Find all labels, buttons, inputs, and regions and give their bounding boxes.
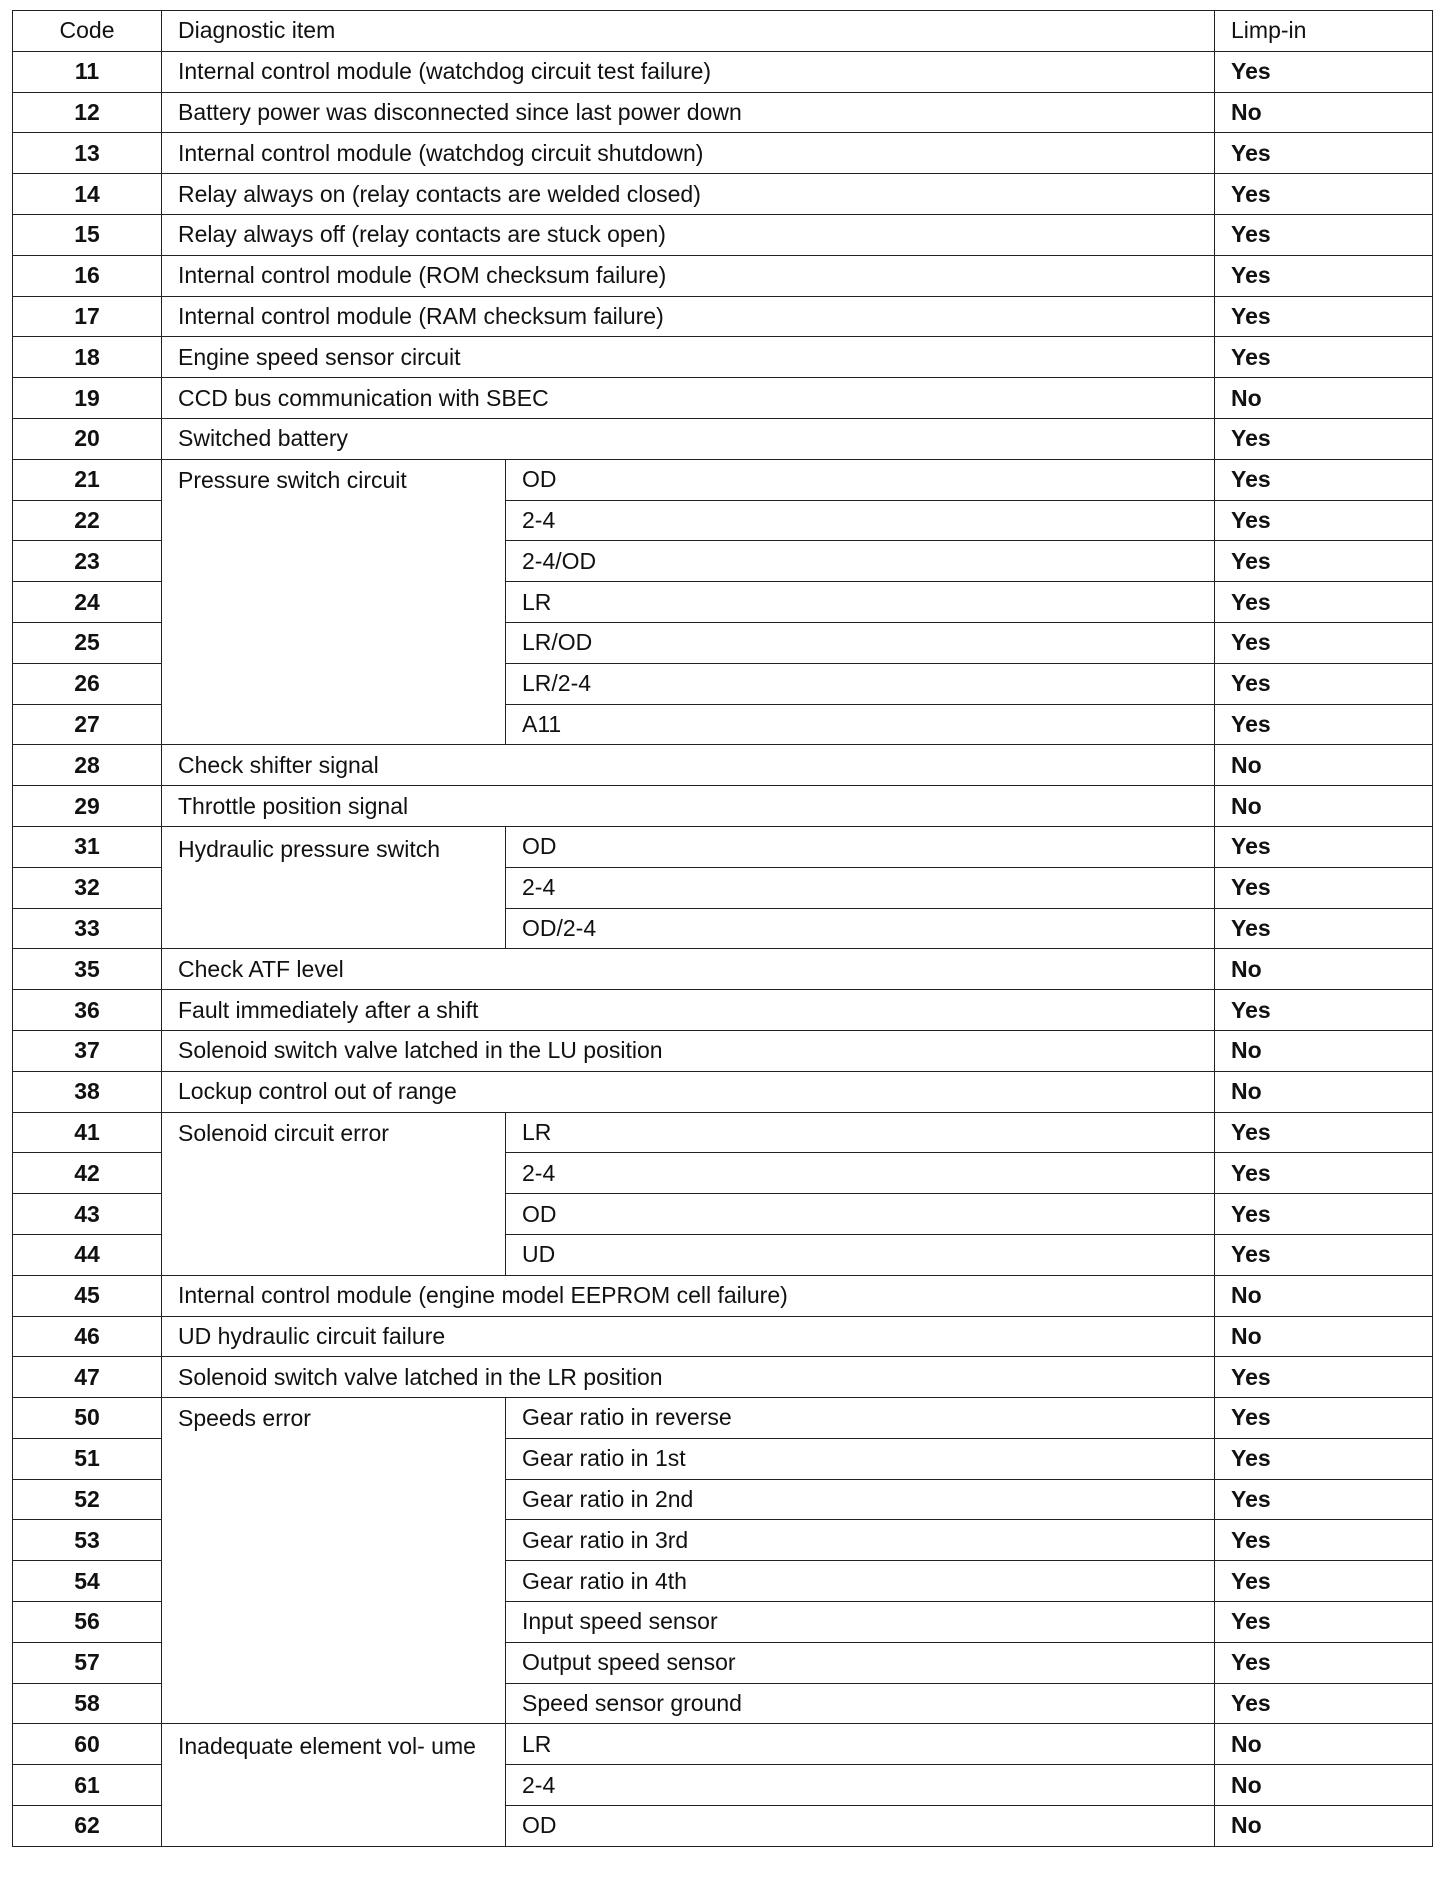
code-cell: 25: [13, 622, 162, 663]
limp-in-cell: No: [1215, 378, 1433, 419]
table-row: [13, 378, 1433, 419]
diagnostic-group-cell: Inadequate element vol- ume: [162, 1724, 506, 1846]
code-cell: 31: [13, 826, 162, 867]
limp-in-cell: Yes: [1215, 1438, 1433, 1479]
diagnostic-subitem-cell: Gear ratio in 4th: [506, 1561, 1215, 1602]
limp-in-cell: Yes: [1215, 296, 1433, 337]
diagnostic-item-cell: Internal control module (watchdog circuit test failure): [162, 51, 1215, 92]
code-cell: 12: [13, 92, 162, 133]
limp-in-cell: Yes: [1215, 1234, 1433, 1275]
diagnostic-item-cell: UD hydraulic circuit failure: [162, 1316, 1215, 1357]
diagnostic-subitem-cell: OD/2-4: [506, 908, 1215, 949]
header-diagnostic-item: Diagnostic item: [162, 11, 1215, 52]
code-cell: 43: [13, 1194, 162, 1235]
table-row: [13, 296, 1433, 337]
diagnostic-subitem-cell: Output speed sensor: [506, 1642, 1215, 1683]
table-row: [13, 459, 1433, 500]
code-cell: 28: [13, 745, 162, 786]
code-cell: 14: [13, 174, 162, 215]
diagnostic-item-cell: Engine speed sensor circuit: [162, 337, 1215, 378]
limp-in-cell: Yes: [1215, 908, 1433, 949]
code-cell: 17: [13, 296, 162, 337]
limp-in-cell: Yes: [1215, 1357, 1433, 1398]
limp-in-cell: No: [1215, 1030, 1433, 1071]
code-cell: 57: [13, 1642, 162, 1683]
diagnostic-subitem-cell: OD: [506, 1194, 1215, 1235]
limp-in-cell: No: [1215, 1806, 1433, 1847]
table-header-row: [13, 11, 1433, 52]
diagnostic-item-cell: Check ATF level: [162, 949, 1215, 990]
code-cell: 51: [13, 1438, 162, 1479]
diagnostic-subitem-cell: Gear ratio in 1st: [506, 1438, 1215, 1479]
code-cell: 26: [13, 663, 162, 704]
code-cell: 60: [13, 1724, 162, 1765]
code-cell: 61: [13, 1765, 162, 1806]
code-cell: 29: [13, 786, 162, 827]
diagnostic-subitem-cell: LR: [506, 1112, 1215, 1153]
header-code: Code: [13, 11, 162, 52]
code-cell: 44: [13, 1234, 162, 1275]
limp-in-cell: Yes: [1215, 1398, 1433, 1439]
limp-in-cell: Yes: [1215, 990, 1433, 1031]
limp-in-cell: Yes: [1215, 337, 1433, 378]
code-cell: 52: [13, 1479, 162, 1520]
diagnostic-subitem-cell: Gear ratio in 2nd: [506, 1479, 1215, 1520]
diagnostic-group-cell: Speeds error: [162, 1398, 506, 1724]
code-cell: 37: [13, 1030, 162, 1071]
table-row: [13, 1357, 1433, 1398]
diagnostic-subitem-cell: 2-4: [506, 1765, 1215, 1806]
diagnostic-item-cell: Throttle position signal: [162, 786, 1215, 827]
limp-in-cell: Yes: [1215, 500, 1433, 541]
diagnostic-subitem-cell: OD: [506, 459, 1215, 500]
limp-in-cell: Yes: [1215, 1683, 1433, 1724]
diagnostic-subitem-cell: Input speed sensor: [506, 1602, 1215, 1643]
limp-in-cell: No: [1215, 786, 1433, 827]
table-row: [13, 214, 1433, 255]
diagnostic-item-cell: Internal control module (RAM checksum failure): [162, 296, 1215, 337]
limp-in-cell: Yes: [1215, 214, 1433, 255]
limp-in-cell: Yes: [1215, 1602, 1433, 1643]
diagnostic-subitem-cell: LR: [506, 1724, 1215, 1765]
code-cell: 11: [13, 51, 162, 92]
diagnostic-group-cell: Pressure switch circuit: [162, 459, 506, 745]
limp-in-cell: Yes: [1215, 1520, 1433, 1561]
diagnostic-subitem-cell: Gear ratio in reverse: [506, 1398, 1215, 1439]
table-row: [13, 92, 1433, 133]
table-row: [13, 949, 1433, 990]
diagnostic-item-cell: Internal control module (watchdog circuit shutdown): [162, 133, 1215, 174]
code-cell: 16: [13, 255, 162, 296]
code-cell: 20: [13, 418, 162, 459]
code-cell: 45: [13, 1275, 162, 1316]
diagnostic-group-cell: Solenoid circuit error: [162, 1112, 506, 1275]
limp-in-cell: Yes: [1215, 459, 1433, 500]
limp-in-cell: Yes: [1215, 867, 1433, 908]
table-row: [13, 337, 1433, 378]
code-cell: 22: [13, 500, 162, 541]
header-limp-in: Limp-in: [1215, 11, 1433, 52]
table-row: [13, 174, 1433, 215]
diagnostic-item-cell: Switched battery: [162, 418, 1215, 459]
diagnostic-item-cell: Solenoid switch valve latched in the LU position: [162, 1030, 1215, 1071]
limp-in-cell: Yes: [1215, 174, 1433, 215]
code-cell: 50: [13, 1398, 162, 1439]
diagnostic-item-cell: Relay always on (relay contacts are welded closed): [162, 174, 1215, 215]
limp-in-cell: Yes: [1215, 582, 1433, 623]
code-cell: 62: [13, 1806, 162, 1847]
table-row: [13, 1112, 1433, 1153]
table-row: [13, 1030, 1433, 1071]
limp-in-cell: Yes: [1215, 663, 1433, 704]
diagnostic-subitem-cell: 2-4: [506, 867, 1215, 908]
limp-in-cell: No: [1215, 745, 1433, 786]
diagnostic-subitem-cell: OD: [506, 1806, 1215, 1847]
diagnostic-subitem-cell: A11: [506, 704, 1215, 745]
code-cell: 19: [13, 378, 162, 419]
limp-in-cell: No: [1215, 1071, 1433, 1112]
limp-in-cell: Yes: [1215, 255, 1433, 296]
table-row: [13, 1398, 1433, 1439]
diagnostic-subitem-cell: 2-4: [506, 1153, 1215, 1194]
limp-in-cell: Yes: [1215, 1194, 1433, 1235]
diagnostic-item-cell: Relay always off (relay contacts are stuck open): [162, 214, 1215, 255]
diagnostic-item-cell: Internal control module (ROM checksum failure): [162, 255, 1215, 296]
diagnostic-subitem-cell: 2-4: [506, 500, 1215, 541]
limp-in-cell: Yes: [1215, 133, 1433, 174]
limp-in-cell: No: [1215, 1316, 1433, 1357]
limp-in-cell: Yes: [1215, 541, 1433, 582]
diagnostic-item-cell: Battery power was disconnected since last power down: [162, 92, 1215, 133]
code-cell: 21: [13, 459, 162, 500]
table-row: [13, 1316, 1433, 1357]
table-row: [13, 133, 1433, 174]
limp-in-cell: No: [1215, 1765, 1433, 1806]
diagnostic-subitem-cell: 2-4/OD: [506, 541, 1215, 582]
diagnostic-item-cell: Check shifter signal: [162, 745, 1215, 786]
code-cell: 35: [13, 949, 162, 990]
limp-in-cell: Yes: [1215, 704, 1433, 745]
code-cell: 15: [13, 214, 162, 255]
code-cell: 53: [13, 1520, 162, 1561]
code-cell: 38: [13, 1071, 162, 1112]
code-cell: 56: [13, 1602, 162, 1643]
table-row: [13, 1275, 1433, 1316]
code-cell: 18: [13, 337, 162, 378]
code-cell: 13: [13, 133, 162, 174]
diagnostic-subitem-cell: Speed sensor ground: [506, 1683, 1215, 1724]
limp-in-cell: No: [1215, 1275, 1433, 1316]
diagnostic-subitem-cell: LR/OD: [506, 622, 1215, 663]
diagnostic-subitem-cell: UD: [506, 1234, 1215, 1275]
code-cell: 54: [13, 1561, 162, 1602]
limp-in-cell: No: [1215, 1724, 1433, 1765]
code-cell: 47: [13, 1357, 162, 1398]
diagnostic-group-cell: Hydraulic pressure switch: [162, 826, 506, 948]
table-row: [13, 1071, 1433, 1112]
code-cell: 33: [13, 908, 162, 949]
limp-in-cell: Yes: [1215, 1642, 1433, 1683]
limp-in-cell: Yes: [1215, 1561, 1433, 1602]
table-row: [13, 745, 1433, 786]
limp-in-cell: Yes: [1215, 826, 1433, 867]
diagnostic-item-cell: Internal control module (engine model EEPROM cell failure): [162, 1275, 1215, 1316]
code-cell: 27: [13, 704, 162, 745]
table-row: [13, 1724, 1433, 1765]
code-cell: 58: [13, 1683, 162, 1724]
diagnostic-item-cell: Solenoid switch valve latched in the LR position: [162, 1357, 1215, 1398]
table-row: [13, 990, 1433, 1031]
diagnostic-code-table: [12, 10, 1433, 1847]
diagnostic-subitem-cell: OD: [506, 826, 1215, 867]
limp-in-cell: No: [1215, 949, 1433, 990]
code-cell: 42: [13, 1153, 162, 1194]
diagnostic-item-cell: CCD bus communication with SBEC: [162, 378, 1215, 419]
limp-in-cell: Yes: [1215, 1479, 1433, 1520]
table-row: [13, 826, 1433, 867]
limp-in-cell: Yes: [1215, 51, 1433, 92]
code-cell: 23: [13, 541, 162, 582]
limp-in-cell: Yes: [1215, 1153, 1433, 1194]
table-row: [13, 255, 1433, 296]
diagnostic-item-cell: Fault immediately after a shift: [162, 990, 1215, 1031]
diagnostic-item-cell: Lockup control out of range: [162, 1071, 1215, 1112]
diagnostic-subitem-cell: LR: [506, 582, 1215, 623]
diagnostic-subitem-cell: Gear ratio in 3rd: [506, 1520, 1215, 1561]
limp-in-cell: Yes: [1215, 1112, 1433, 1153]
code-cell: 32: [13, 867, 162, 908]
code-cell: 41: [13, 1112, 162, 1153]
limp-in-cell: Yes: [1215, 622, 1433, 663]
table-row: [13, 51, 1433, 92]
code-cell: 24: [13, 582, 162, 623]
table-row: [13, 786, 1433, 827]
limp-in-cell: Yes: [1215, 418, 1433, 459]
code-cell: 36: [13, 990, 162, 1031]
diagnostic-subitem-cell: LR/2-4: [506, 663, 1215, 704]
table-row: [13, 418, 1433, 459]
code-cell: 46: [13, 1316, 162, 1357]
limp-in-cell: No: [1215, 92, 1433, 133]
